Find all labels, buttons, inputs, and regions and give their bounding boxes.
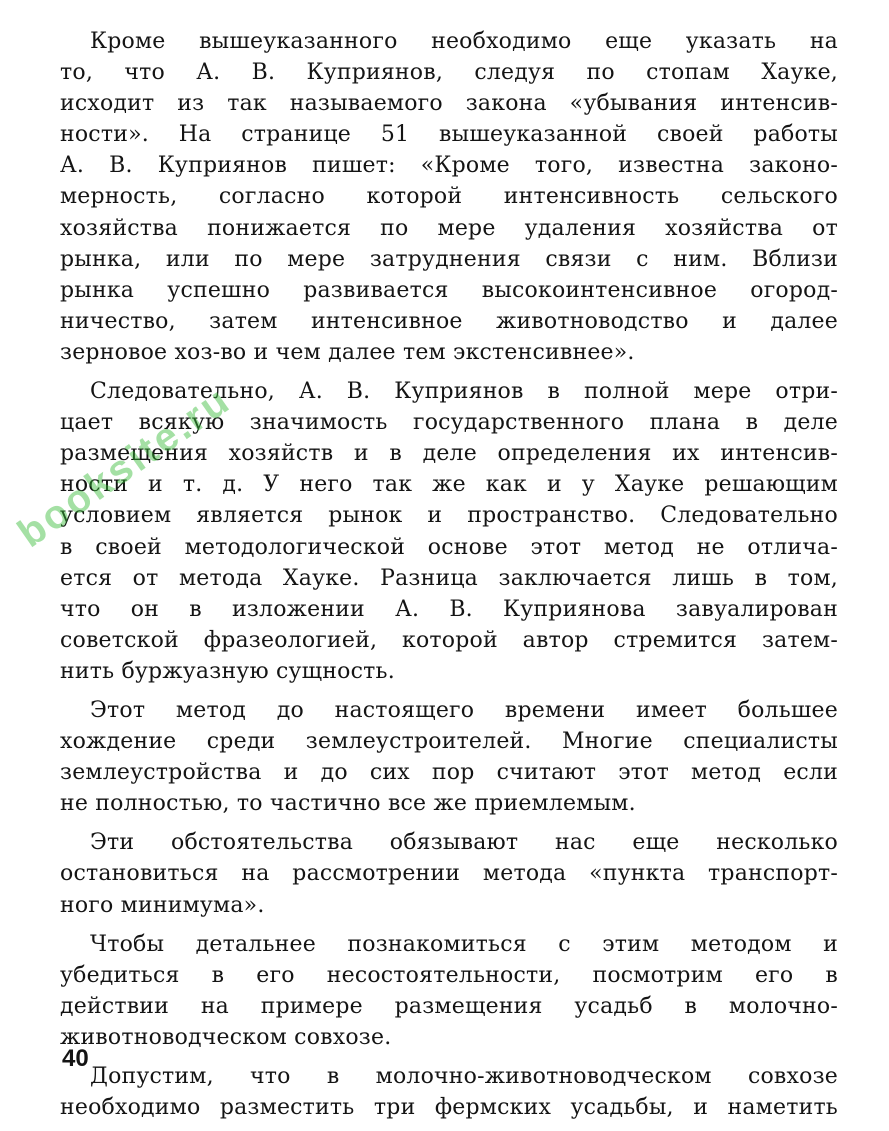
text-line: ничество, затем интенсивное животноводство и далее — [60, 308, 838, 334]
text-line: Эти обстоятельства обязывают нас еще несколько — [90, 830, 838, 856]
text-line: Этот метод до настоящего времени имеет большее — [90, 697, 838, 723]
page-number: 40 — [62, 1045, 89, 1072]
paragraph-4 — [60, 827, 838, 920]
watermark: booksite.ru — [10, 377, 239, 557]
text-line: Следовательно, А. В. Куприянов в полной мере отри- — [90, 379, 838, 405]
paragraph-6 — [60, 1061, 838, 1123]
text-line: не полностью, то частично все же приемлемым. — [60, 791, 636, 817]
text-line: рынка, или по мере затруднения связи с ним. Вблизи — [60, 246, 838, 272]
text-line: необходимо разместить три фермских усадьбы, и наметить — [60, 1095, 838, 1121]
text-line: хождение среди землеустроителей. Многие специалисты — [60, 729, 838, 755]
text-line: исходит из так называемого закона «убывания интенсив- — [60, 91, 838, 117]
text-line: зерновое хоз-во и чем далее тем экстенсивнее». — [60, 339, 635, 365]
text-line: Чтобы детальнее познакомиться с этим методом и — [90, 931, 838, 957]
text-line: нить буржуазную сущность. — [60, 658, 395, 684]
text-line: ности и т. д. У него так же как и у Хауке решающим — [60, 472, 838, 498]
text-line: землеустройства и до сих пор считают этот метод если — [60, 760, 838, 786]
text-line: остановиться на рассмотрении метода «пункта транспорт- — [60, 861, 838, 887]
text-line: Допустим, что в молочно-животноводческом совхозе — [90, 1064, 838, 1089]
text-line: в своей методологической основе этот метод не отлича- — [60, 534, 838, 560]
text-line: животноводческом совхозе. — [60, 1024, 392, 1050]
text-line: то, что А. В. Куприянов, следуя по стопам Хауке, — [60, 60, 838, 86]
text-line: ности». На странице 51 вышеуказанной своей работы — [60, 122, 838, 148]
text-line: действии на примере размещения усадьб в молочно- — [60, 993, 838, 1019]
text-line: условием является рынок и пространство. Следовательно — [60, 503, 838, 529]
text-line: ного минимума». — [60, 892, 265, 918]
text-line: размещения хозяйств и в деле определения их интенсив- — [60, 441, 838, 467]
text-line: рынка успешно развивается высокоинтенсивное огород- — [60, 277, 838, 303]
text-line: убедиться в его несостоятельности, посмотрим его в — [60, 962, 838, 988]
text-line: цает всякую значимость государственного плана в деле — [60, 410, 838, 436]
paragraph-1 — [60, 26, 838, 368]
text-line: А. В. Куприянов пишет: «Кроме того, известна законо- — [60, 153, 838, 179]
text-line: ется от метода Хауке. Разница заключается лишь в том, — [60, 565, 838, 591]
text-line: Кроме вышеуказанного необходимо еще указать на — [90, 29, 838, 54]
paragraph-2 — [60, 376, 838, 687]
paragraph-5 — [60, 929, 838, 1053]
text-line: что он в изложении А. В. Куприянова завуалирован — [60, 596, 838, 622]
text-line: мерность, согласно которой интенсивность сельского — [60, 184, 838, 210]
page-body — [60, 26, 838, 1131]
text-line: советской фразеологией, которой автор стремится затем- — [60, 627, 838, 653]
text-line: хозяйства понижается по мере удаления хозяйства от — [60, 215, 838, 241]
paragraph-3 — [60, 695, 838, 819]
